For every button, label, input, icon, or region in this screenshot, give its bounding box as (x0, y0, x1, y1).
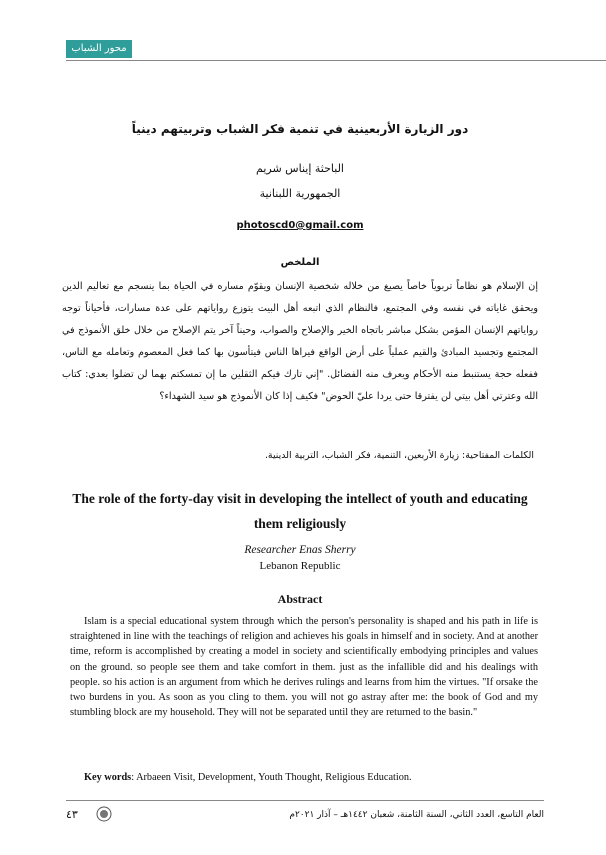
section-tag: محور الشباب (66, 40, 132, 58)
header-divider (66, 60, 606, 61)
arabic-title: دور الزيارة الأربعينية في تنمية فكر الشباب وتربيتهم دينياً (131, 122, 469, 136)
journal-emblem-icon (96, 806, 112, 822)
arabic-summary-heading: الملخص (280, 257, 320, 268)
author-email-link[interactable]: photoscd0@gmail.com (236, 220, 364, 231)
english-title: The role of the forty-day visit in developing the intellect of youth and educating them religiously (72, 491, 528, 531)
arabic-keywords: الكلمات المفتاحية: زيارة الأربعين، التنمية، فكر الشباب، التربية الدينية. (264, 450, 534, 461)
english-author: Researcher Enas Sherry (244, 544, 356, 556)
english-keywords (84, 772, 544, 783)
keywords-list: : Arbaeen Visit, Development, Youth Thought, Religious Education. (131, 772, 412, 783)
english-abstract-heading: Abstract (277, 592, 323, 606)
journal-info: العام التاسع، العدد الثاني، السنة الثامنة، شعبان ١٤٤٢هـ – آذار ٢٠٢١م (289, 810, 544, 820)
arabic-country: الجمهورية اللبنانية (259, 187, 341, 200)
footer-divider (66, 800, 544, 801)
english-abstract: Islam is a special educational system through which the person's personality is shaped and his path in life is straightened in line with the teachings of religion and achieves his goals in himself and in society. And at another time, reform is accomplished by creating a model in society and scientifically embodying principles and values on the ground. so people see them and take comfort in them. just as the infallible did and his dealings with people. so his action is an argument from which he derives rulings and learns from him the virtues. "If orsake the two burdens in you. As soon as you cling to them. you will not go astray after me: the book of God and my stumbling block are my household. They will not be separated until they are returned to the basin." (70, 616, 538, 719)
arabic-author: الباحثة إيناس شريم (256, 162, 344, 175)
keywords-label: Key words (84, 772, 132, 783)
page-footer (66, 806, 544, 828)
arabic-summary: إن الإسلام هو نظاماً تربوياً خاصاً يصيغ من خلاله شخصية الإنسان ويقوّم مساره في الحياة بما ينسجم مع تعاليم الدين ويحقق غاياته في نفسه وفي المجتمع، فالنظام الذي اتبعه أهل البيت يتوزع رواياتهم على عدة مسارات، فأحياناً توجه رواياتهم الإنسان المؤمن بشكل مباشر باتجاه الخير والإصلاح والصواب، وحيناً آخر يتم الإصلاح من خلال خلق الأنموذج في المجتمع وتجسيد المبادئ والقيم عملياً على أرض الواقع فيراها الناس فيتأسون بها كما فعل المعصوم وتعامله مع الناس، ففعله حجة يستنبط منه الأحكام ويعرف منه الفضائل. "إني تارك فيكم الثقلين ما إن تمسكتم بهما لن تضلوا بعدي: كتاب الله وعترتي أهل بيتي لن يفترقا حتى يردا عليّ الحوض" فكيف إذا كان الأنموذج هو سيد الشهداء؟ (62, 281, 538, 402)
english-country: Lebanon Republic (259, 560, 341, 572)
page-number: ٤٣ (66, 808, 78, 821)
